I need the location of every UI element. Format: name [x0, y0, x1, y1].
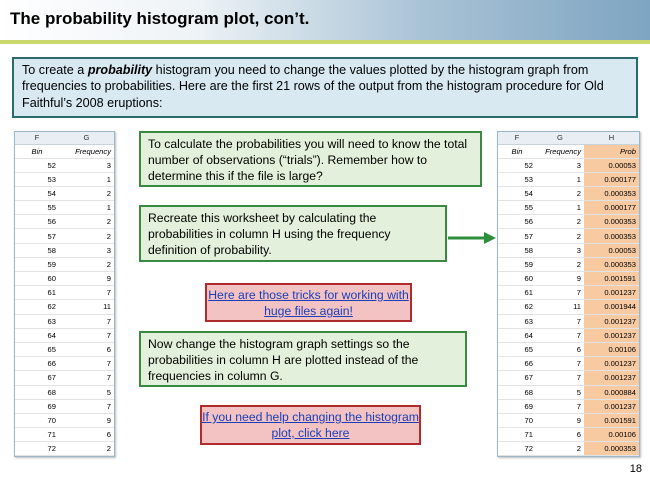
header-row	[498, 144, 639, 158]
page-number: 18	[629, 463, 642, 475]
huge-files-link[interactable]: Here are those tricks for working with huge files again!	[208, 288, 409, 318]
column-header: Frequency	[536, 144, 584, 158]
table-cell: 5	[59, 385, 114, 399]
table-row	[15, 314, 114, 328]
table-row	[15, 300, 114, 314]
column-header: Prob	[584, 144, 639, 158]
table-cell: 3	[536, 243, 584, 257]
table-cell: 70	[15, 413, 59, 427]
table-row	[15, 286, 114, 300]
table-cell: 9	[59, 272, 114, 286]
table-row	[15, 186, 114, 200]
title-bar	[0, 0, 650, 40]
table-cell: 0.000177	[584, 201, 639, 215]
table-cell: 7	[59, 357, 114, 371]
table-cell: 54	[15, 186, 59, 200]
table-row	[498, 286, 639, 300]
table-row	[498, 314, 639, 328]
table-cell: 9	[536, 413, 584, 427]
table-cell: 0.00106	[584, 342, 639, 356]
table-cell: 2	[536, 186, 584, 200]
column-header: Frequency	[59, 144, 114, 158]
table-cell: 0.00106	[584, 428, 639, 442]
huge-files-link-box[interactable]	[205, 283, 412, 322]
table-row	[15, 215, 114, 229]
table-row	[15, 428, 114, 442]
table-cell: 11	[59, 300, 114, 314]
table-cell: 7	[536, 399, 584, 413]
histogram-help-link[interactable]: If you need help changing the histogram plot, click here	[202, 410, 419, 440]
table-cell: 63	[15, 314, 59, 328]
table-cell: 0.000353	[584, 257, 639, 271]
total-observations-text: To calculate the probabilities you will need to know the total number of observations (“trials”). Remember how to determine this if the file is large?	[148, 137, 468, 183]
intro-text-pre: To create a	[22, 63, 88, 77]
table-cell: 1	[59, 201, 114, 215]
table-row	[498, 158, 639, 172]
table-cell: 2	[536, 229, 584, 243]
table-cell: 67	[498, 371, 536, 385]
table-cell: 61	[498, 286, 536, 300]
column-header: Bin	[498, 144, 536, 158]
table-row	[15, 399, 114, 413]
table-cell: 69	[498, 399, 536, 413]
table-cell: 6	[59, 342, 114, 356]
table-cell: 0.000353	[584, 229, 639, 243]
table-cell: 1	[536, 201, 584, 215]
recreate-worksheet-note	[139, 205, 447, 262]
table-cell: 69	[15, 399, 59, 413]
table-row	[498, 328, 639, 342]
slide-title: The probability histogram plot, con’t.	[10, 9, 310, 28]
table-cell: 0.000353	[584, 215, 639, 229]
table-cell: 1	[536, 172, 584, 186]
table-cell: 6	[536, 428, 584, 442]
table-row	[15, 172, 114, 186]
table-cell: 0.001591	[584, 413, 639, 427]
table-cell: 64	[498, 328, 536, 342]
recreate-worksheet-text: Recreate this worksheet by calculating the probabilities in column H using the frequency definition of probability.	[148, 211, 391, 257]
table-row	[498, 385, 639, 399]
right-spreadsheet	[497, 131, 640, 457]
table-cell: 7	[59, 286, 114, 300]
table-cell: 63	[498, 314, 536, 328]
table-cell: 3	[59, 243, 114, 257]
table-cell: 2	[59, 257, 114, 271]
table-cell: 64	[15, 328, 59, 342]
table-cell: 0.000353	[584, 186, 639, 200]
table-row	[15, 243, 114, 257]
table-cell: 72	[498, 442, 536, 456]
table-cell: 60	[498, 272, 536, 286]
table-row	[15, 201, 114, 215]
table-cell: 7	[59, 371, 114, 385]
table-cell: 53	[15, 172, 59, 186]
table-cell: 3	[536, 158, 584, 172]
title-underline	[0, 40, 650, 44]
table-cell: 58	[15, 243, 59, 257]
column-letter: F	[15, 132, 59, 144]
table-row	[15, 342, 114, 356]
table-cell: 6	[59, 428, 114, 442]
intro-box	[12, 57, 638, 118]
table-cell: 7	[59, 314, 114, 328]
column-letter: H	[584, 132, 639, 144]
table-row	[498, 186, 639, 200]
column-letter: G	[536, 132, 584, 144]
table-cell: 0.001944	[584, 300, 639, 314]
table-row	[15, 158, 114, 172]
table-row	[15, 229, 114, 243]
table-cell: 62	[498, 300, 536, 314]
table-row	[498, 428, 639, 442]
table-row	[498, 229, 639, 243]
table-cell: 2	[536, 442, 584, 456]
table-cell: 0.001237	[584, 286, 639, 300]
table-cell: 68	[498, 385, 536, 399]
right-table	[498, 132, 639, 456]
table-cell: 0.00053	[584, 243, 639, 257]
table-row	[15, 413, 114, 427]
table-cell: 71	[15, 428, 59, 442]
table-cell: 7	[536, 314, 584, 328]
table-cell: 72	[15, 442, 59, 456]
table-cell: 52	[15, 158, 59, 172]
table-row	[498, 413, 639, 427]
table-cell: 9	[59, 413, 114, 427]
table-cell: 2	[59, 186, 114, 200]
table-row	[15, 272, 114, 286]
table-cell: 0.000353	[584, 442, 639, 456]
table-cell: 2	[59, 442, 114, 456]
table-row	[15, 357, 114, 371]
table-cell: 60	[15, 272, 59, 286]
table-cell: 70	[498, 413, 536, 427]
table-row	[498, 243, 639, 257]
table-cell: 0.001237	[584, 371, 639, 385]
table-cell: 52	[498, 158, 536, 172]
table-cell: 66	[15, 357, 59, 371]
intro-emphasis: probability	[87, 63, 153, 77]
table-cell: 67	[15, 371, 59, 385]
table-cell: 59	[498, 257, 536, 271]
table-cell: 58	[498, 243, 536, 257]
table-cell: 2	[536, 215, 584, 229]
left-table	[15, 132, 114, 456]
table-cell: 57	[15, 229, 59, 243]
table-cell: 0.000177	[584, 172, 639, 186]
table-cell: 65	[15, 342, 59, 356]
table-cell: 0.001591	[584, 272, 639, 286]
right-arrow-icon	[448, 232, 496, 244]
table-row	[15, 257, 114, 271]
table-cell: 56	[15, 215, 59, 229]
table-row	[498, 371, 639, 385]
table-row	[15, 385, 114, 399]
table-cell: 3	[59, 158, 114, 172]
total-observations-note	[139, 131, 482, 187]
table-cell: 0.001237	[584, 399, 639, 413]
table-row	[498, 399, 639, 413]
table-cell: 68	[15, 385, 59, 399]
column-letter: F	[498, 132, 536, 144]
table-cell: 55	[15, 201, 59, 215]
table-cell: 9	[536, 272, 584, 286]
table-cell: 1	[59, 172, 114, 186]
table-cell: 7	[536, 357, 584, 371]
table-row	[15, 442, 114, 456]
change-histogram-text: Now change the histogram graph settings so the probabilities in column H are plotted instead of the frequencies in column G.	[148, 337, 419, 383]
table-row	[498, 257, 639, 271]
table-cell: 61	[15, 286, 59, 300]
table-cell: 7	[536, 371, 584, 385]
table-cell: 55	[498, 201, 536, 215]
table-row	[498, 215, 639, 229]
table-cell: 0.001237	[584, 357, 639, 371]
intro-text-post: histogram you need to change the values plotted by the histogram graph from frequencies to probabilities. Here are the first 21 rows of the output from the histogram procedure for Old Faithful’s 2008 eruptions:	[22, 63, 604, 110]
table-row	[498, 357, 639, 371]
table-cell: 59	[15, 257, 59, 271]
change-histogram-note	[139, 331, 467, 387]
table-cell: 0.000884	[584, 385, 639, 399]
table-cell: 56	[498, 215, 536, 229]
table-row	[498, 201, 639, 215]
table-cell: 7	[59, 328, 114, 342]
column-letter-row	[498, 132, 639, 144]
table-cell: 66	[498, 357, 536, 371]
table-cell: 62	[15, 300, 59, 314]
table-cell: 53	[498, 172, 536, 186]
column-header: Bin	[15, 144, 59, 158]
column-letter-row	[15, 132, 114, 144]
header-row	[15, 144, 114, 158]
table-cell: 0.001237	[584, 314, 639, 328]
table-row	[498, 342, 639, 356]
histogram-help-link-box[interactable]	[200, 405, 421, 445]
table-row	[498, 442, 639, 456]
table-row	[498, 300, 639, 314]
table-cell: 57	[498, 229, 536, 243]
table-cell: 7	[59, 399, 114, 413]
table-cell: 2	[59, 229, 114, 243]
column-letter: G	[59, 132, 114, 144]
table-row	[15, 371, 114, 385]
table-cell: 65	[498, 342, 536, 356]
table-cell: 11	[536, 300, 584, 314]
table-cell: 2	[536, 257, 584, 271]
table-row	[498, 272, 639, 286]
table-cell: 5	[536, 385, 584, 399]
table-cell: 6	[536, 342, 584, 356]
table-row	[498, 172, 639, 186]
table-cell: 71	[498, 428, 536, 442]
table-cell: 7	[536, 328, 584, 342]
table-cell: 0.001237	[584, 328, 639, 342]
table-cell: 2	[59, 215, 114, 229]
table-cell: 7	[536, 286, 584, 300]
left-spreadsheet	[14, 131, 115, 457]
table-row	[15, 328, 114, 342]
table-cell: 54	[498, 186, 536, 200]
table-cell: 0.00053	[584, 158, 639, 172]
